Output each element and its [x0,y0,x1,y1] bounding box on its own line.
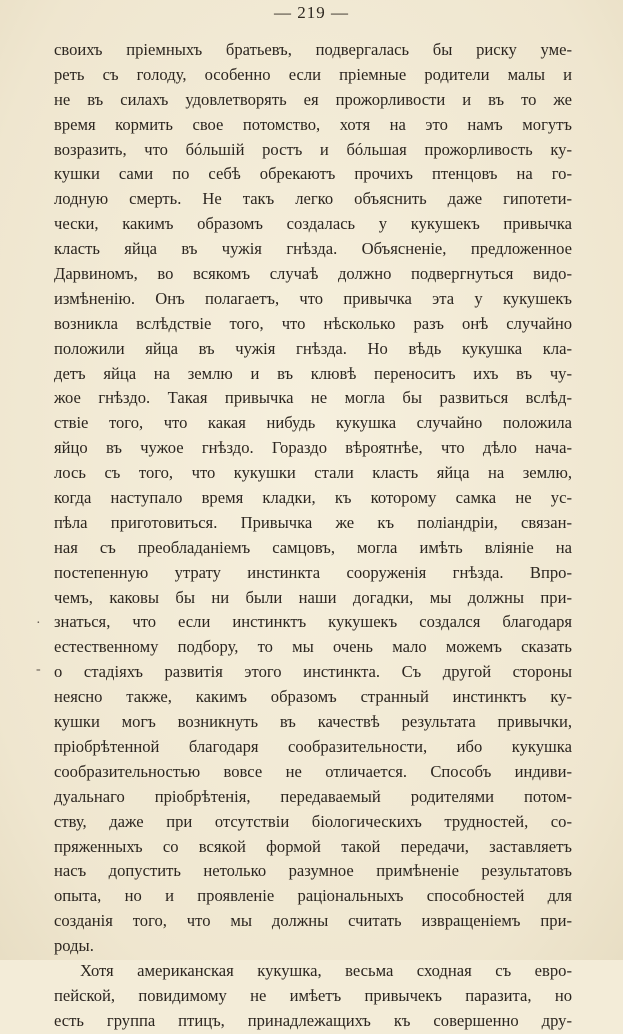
text-line: ствіе того, что какая нибудь кукушка случайно положила [54,413,572,433]
text-line: положили яйца въ чужія гнѣзда. Но вѣдь кукушка кла- [54,338,572,358]
text-line: пряженныхъ со всякой формой такой передачи, заставляетъ [54,836,572,856]
text-line: пріобрѣтенной благодаря сообразительности, ибо кукушка [54,736,572,756]
text-line: детъ яйца на землю и въ клювѣ переноситъ ихъ въ чу- [54,363,572,383]
paragraph-end-line: роды. [54,936,94,956]
text-line: не въ силахъ удовлетворять ея прожорливости и въ то же [54,89,572,109]
text-line: знаться, что если инстинктъ кукушекъ создался благодаря [54,612,572,632]
text-line: время кормить свое потомство, хотя на это намъ могутъ [54,114,572,134]
text-line: своихъ пріемныхъ братьевъ, подвергалась бы риску уме- [54,40,572,59]
paragraph-start-line: Хотя американская кукушка, весьма сходная съ евро- [80,960,572,980]
page-number: — 219 — [274,3,349,22]
text-line: измѣненію. Онъ полагаетъ, что привычка эта у кукушекъ [54,288,572,308]
text-line: реть съ голоду, особенно если пріемные родители малы и [54,64,572,84]
text-line: дуальнаго пріобрѣтенія, передаваемый родителями потом- [54,786,572,806]
text-line: о стадіяхъ развитія этого инстинкта. Съ другой стороны [54,662,572,682]
text-line: чемъ, каковы бы ни были наши догадки, мы должны при- [54,587,572,607]
text-line: ная съ преобладаніемъ самцовъ, могла имѣть вліяніе на [54,537,572,557]
text-line: лось съ того, что кукушки стали класть яйца на землю, [54,463,572,483]
text-line: постепенную утрату инстинкта сооруженія гнѣзда. Впро- [54,562,572,582]
text-line: возразить, что бóльшій ростъ и бóльшая прожорливость ку- [54,139,572,159]
text-line: лодную смерть. Не такъ легко объяснить даже гипотети- [54,189,572,209]
text-line: естественному подбору, то мы очень мало можемъ сказать [54,637,572,657]
text-line: кушки сами по себѣ обрекаютъ прочихъ птенцовъ на го- [54,164,572,184]
margin-dash-mark: - [36,662,41,677]
text-line: Дарвиномъ, во всякомъ случаѣ должно подвергнуться видо- [54,264,572,284]
text-line: есть группа птицъ, принадлежащихъ къ совершенно дру- [54,1010,572,1030]
text-line: насъ допустить нетолько разумное примѣненіе результатовъ [54,861,572,881]
margin-dot-mark: · [36,616,41,631]
text-line: жое гнѣздо. Такая привычка не могла бы развиться вслѣд- [54,388,572,408]
text-line: возникла вслѣдствіе того, что нѣсколько разъ онѣ случайно [54,313,572,333]
text-line: созданія того, что мы должны считать извращеніемъ при- [54,911,572,931]
text-line: пѣла приготовиться. Привычка же къ поліандріи, связан- [54,512,572,532]
text-line: класть яйца въ чужія гнѣзда. Объясненіе, предложенное [54,239,572,259]
text-line: яйцо въ чужое гнѣздо. Гораздо вѣроятнѣе, что дѣло нача- [54,438,572,458]
text-line: опыта, но и проявленіе раціональныхъ способностей для [54,886,572,906]
text-line: ству, даже при отсутствіи біологическихъ трудностей, со- [54,811,572,831]
text-line: сообразительностью вовсе не отличается. Способъ индиви- [54,761,572,781]
text-line: неясно также, какимъ образомъ странный инстинктъ ку- [54,687,572,707]
text-line: кушки могъ возникнуть въ качествѣ результата привычки, [54,712,572,732]
text-line: пейской, повидимому не имѣетъ привычекъ паразита, но [54,985,572,1005]
text-line: когда наступало время кладки, къ которому самка не ус- [54,488,572,508]
body-text [54,38,572,1034]
text-line: чески, какимъ образомъ создалась у кукушекъ привычка [54,214,572,234]
